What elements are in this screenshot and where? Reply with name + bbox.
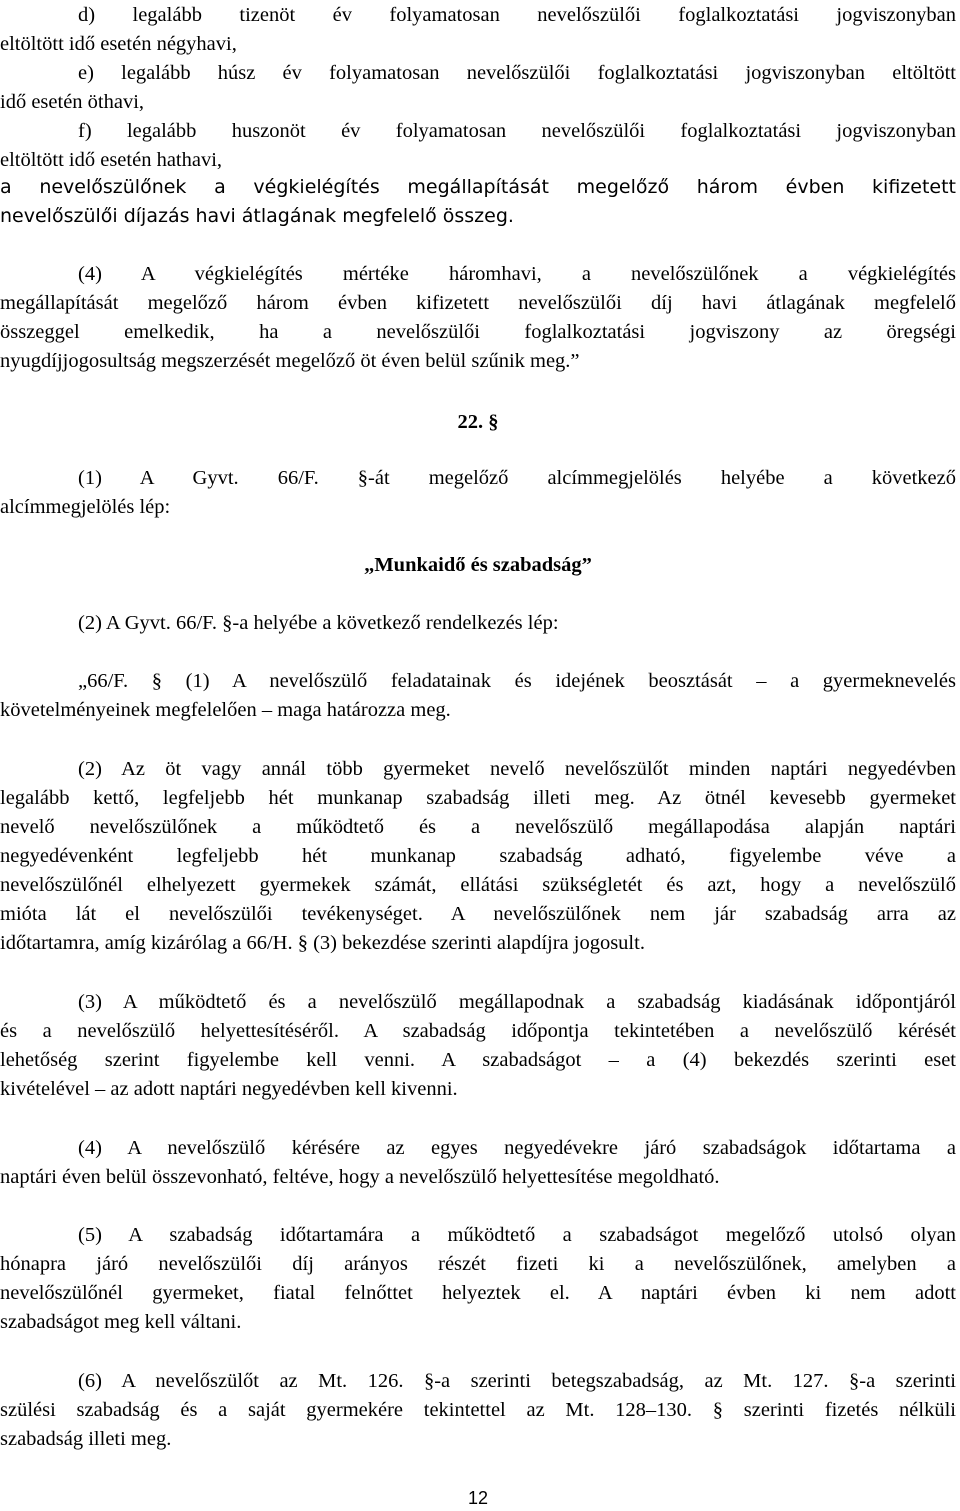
text-line: (2) Az öt vagy annál több gyermeket nevelő nevelőszülőt minden naptári negyedévben [78,758,956,780]
text-line: (2) A Gyvt. 66/F. §-a helyébe a következő rendelkezés lép: [78,612,559,634]
subtitle-heading: „Munkaidő és szabadság” [364,554,592,576]
text-line: d) legalább tizenöt év folyamatosan nevelőszülői foglalkoztatási jogviszonyban [78,4,956,26]
text-line: (6) A nevelőszülőt az Mt. 126. §-a szerinti betegszabadság, az Mt. 127. §-a szerinti [78,1370,956,1392]
text-line: f) legalább huszonöt év folyamatosan nevelőszülői foglalkoztatási jogviszonyban [78,120,956,142]
text-line: eltöltött idő esetén hathavi, [0,149,223,171]
text-line: szabadságot meg kell váltani. [0,1311,242,1333]
text-line: szülési szabadság és a saját gyermekére tekintettel az Mt. 128–130. § szerinti fizetés nélküli [0,1399,956,1421]
text-line: kivételével – az adott naptári negyedévben kell kivenni. [0,1078,458,1100]
text-line: „66/F. § (1) A nevelőszülő feladatainak és idejének beosztását – a gyermeknevelés [78,670,956,692]
text-line: (3) A működtető és a nevelőszülő megállapodnak a szabadság kiadásának időpontjáról [78,991,956,1013]
text-line: negyedévenként legfeljebb hét munkanap szabadság adható, figyelembe véve a [0,845,956,867]
text-line: nyugdíjjogosultság megszerzését megelőző öt éven belül szűnik meg.” [0,350,580,372]
text-line: követelményeinek megfelelően – maga határozza meg. [0,699,451,721]
text-line: időtartamra, amíg kizárólag a 66/H. § (3) bekezdése szerinti alapdíjra jogosult. [0,932,645,954]
section-heading: 22. § [457,411,499,433]
text-line: eltöltött idő esetén négyhavi, [0,33,237,55]
text-line: (5) A szabadság időtartamára a működtető a szabadságot megelőző utolsó olyan [78,1224,956,1246]
text-line: legalább kettő, legfeljebb hét munkanap szabadság illeti meg. Az ötnél kevesebb gyermeket [0,787,956,809]
text-line: a nevelőszülőnek a végkielégítés megállapítását megelőző három évben kifizetett [0,176,956,198]
text-line: nevelőszülőnél gyermeket, fiatal felnőttet helyeztek el. A naptári évben ki nem adott [0,1282,956,1304]
text-line: alcímmegjelölés lép: [0,496,171,518]
text-line: e) legalább húsz év folyamatosan nevelőszülői foglalkoztatási jogviszonyban eltöltött [78,62,956,84]
text-line: (1) A Gyvt. 66/F. §-át megelőző alcímmegjelölés helyébe a következő [78,467,956,489]
text-line: idő esetén öthavi, [0,91,145,113]
text-line: naptári éven belül összevonható, feltéve, hogy a nevelőszülő helyettesítése megoldható. [0,1166,720,1188]
text-line: és a nevelőszülő helyettesítéséről. A szabadság időpontja tekintetében a nevelőszülő kérését [0,1020,956,1042]
text-line: hónapra járó nevelőszülői díj arányos részét fizeti ki a nevelőszülőnek, amelyben a [0,1253,956,1275]
text-line: nevelő nevelőszülőnek a működtető és a nevelőszülő megállapodása alapján naptári [0,816,956,838]
text-line: szabadság illeti meg. [0,1428,172,1450]
text-line: nevelőszülőnél elhelyezett gyermekek számát, ellátási szükségletét és azt, hogy a nevelőszülő [0,874,956,896]
text-line: nevelőszülői díjazás havi átlagának megfelelő összeg. [0,205,514,227]
text-line: megállapítását megelőző három évben kifizetett nevelőszülői díj havi átlagának megfelelő [0,292,956,314]
text-line: (4) A nevelőszülő kérésére az egyes negyedévekre járó szabadságok időtartama a [78,1137,956,1159]
text-line: mióta lát el nevelőszülői tevékenységet. A nevelőszülőnek nem jár szabadság arra az [0,903,956,925]
text-line: összeggel emelkedik, ha a nevelőszülői foglalkoztatási jogviszony az öregségi [0,321,956,343]
text-line: lehetőség szerint figyelembe kell venni. A szabadságot – a (4) bekezdés szerinti eset [0,1049,956,1071]
page-number: 12 [467,1488,489,1508]
text-line: (4) A végkielégítés mértéke háromhavi, a nevelőszülőnek a végkielégítés [78,263,956,285]
